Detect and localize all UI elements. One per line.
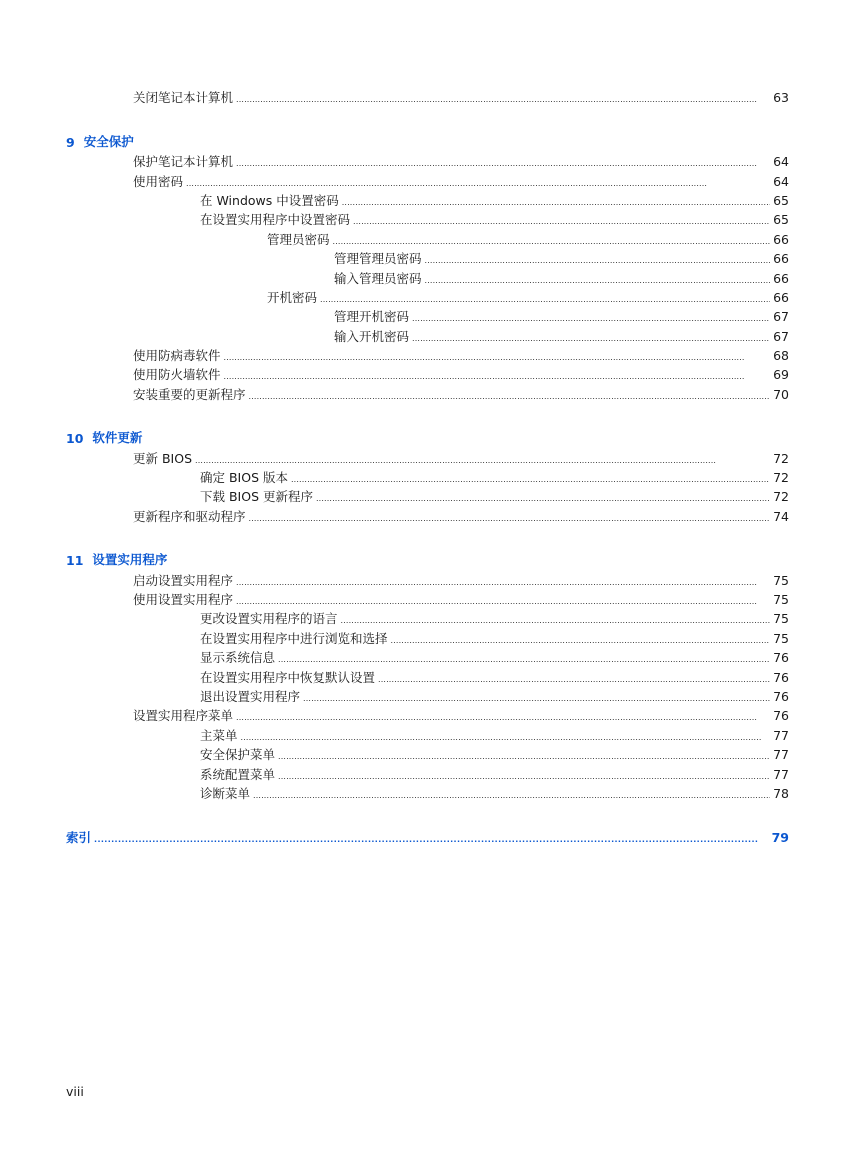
toc-entry-title: 退出设置实用程序 — [200, 688, 301, 704]
toc-entry-title: 保护笔记本计算机 — [133, 154, 234, 170]
dot-leader — [236, 573, 770, 588]
toc-entry-page: 75 — [773, 630, 789, 646]
toc-entry[interactable] — [66, 227, 789, 246]
chapter-number: 9 — [66, 134, 75, 150]
toc-entry-title: 开机密码 — [267, 289, 318, 305]
chapter-number: 11 — [66, 553, 84, 569]
toc-entry[interactable] — [66, 782, 789, 801]
chapter-title: 设置实用程序 — [92, 552, 168, 568]
toc-entry-title: 使用防火墙软件 — [133, 367, 221, 383]
toc-entry[interactable] — [66, 665, 789, 684]
toc-entry[interactable] — [66, 607, 789, 626]
toc-entry-page: 76 — [773, 669, 789, 685]
chapter-heading[interactable] — [66, 549, 789, 568]
toc-entry-title: 管理员密码 — [267, 231, 330, 247]
dot-leader — [342, 193, 770, 208]
toc-entry-title: 更新 BIOS — [133, 450, 193, 466]
chapter-heading[interactable] — [66, 427, 789, 446]
toc-entry-title: 诊断菜单 — [200, 785, 251, 801]
toc-entry-title: 更新程序和驱动程序 — [133, 508, 246, 524]
toc-entry-page: 76 — [773, 708, 789, 724]
toc-entry-title: 显示系统信息 — [200, 650, 276, 666]
toc-entry-title: 安全保护菜单 — [200, 747, 276, 763]
toc-entry-title: 下载 BIOS 更新程序 — [200, 489, 313, 505]
toc-entry-page: 64 — [773, 154, 789, 170]
toc-entry-title: 在设置实用程序中设置密码 — [200, 212, 351, 228]
dot-leader — [303, 689, 770, 704]
dot-leader — [224, 367, 771, 382]
dot-leader — [391, 631, 771, 646]
toc-entry[interactable] — [66, 247, 789, 266]
dot-leader — [333, 232, 771, 247]
toc-entry-page: 67 — [773, 328, 789, 344]
toc-entry-page: 76 — [773, 688, 789, 704]
toc-entry-page: 67 — [773, 309, 789, 325]
chapter-number: 10 — [66, 431, 84, 447]
toc-entry[interactable] — [66, 723, 789, 742]
toc-entry-page: 69 — [773, 367, 789, 383]
dot-leader — [195, 451, 770, 466]
toc-entry[interactable] — [66, 626, 789, 645]
toc-entry[interactable] — [66, 704, 789, 723]
toc-entry-page: 77 — [773, 727, 789, 743]
toc-entry-page: 72 — [773, 470, 789, 486]
toc-entry[interactable] — [66, 86, 789, 105]
toc-entry-title: 安装重要的更新程序 — [133, 386, 246, 402]
toc-entry-page: 74 — [773, 508, 789, 524]
toc-entry-page: 65 — [773, 192, 789, 208]
toc-entry[interactable] — [66, 382, 789, 401]
toc-entry[interactable] — [66, 646, 789, 665]
toc-entry-title: 管理管理员密码 — [334, 251, 422, 267]
dot-leader — [236, 708, 770, 723]
dot-leader — [320, 290, 770, 305]
toc-entry[interactable] — [66, 286, 789, 305]
toc-entry-title: 设置实用程序菜单 — [133, 708, 234, 724]
dot-leader — [253, 786, 770, 801]
toc-entry[interactable] — [66, 305, 789, 324]
dot-leader — [224, 348, 771, 363]
toc-entry-page: 77 — [773, 766, 789, 782]
dot-leader — [186, 174, 770, 189]
toc-entry[interactable] — [66, 588, 789, 607]
toc-entry-page: 72 — [773, 450, 789, 466]
toc-entry-page: 75 — [773, 591, 789, 607]
toc-entry[interactable] — [66, 266, 789, 285]
toc-entry[interactable] — [66, 363, 789, 382]
toc-entry-page: 68 — [773, 348, 789, 364]
toc-entry-title: 使用密码 — [133, 173, 184, 189]
toc-entry-page: 66 — [773, 231, 789, 247]
dot-leader — [94, 830, 769, 845]
toc-entry-title: 系统配置菜单 — [200, 766, 276, 782]
toc-entry-title: 使用防病毒软件 — [133, 348, 221, 364]
dot-leader — [316, 489, 770, 504]
index-entry[interactable] — [66, 826, 789, 845]
toc-entry-page: 76 — [773, 650, 789, 666]
toc-entry-title: 主菜单 — [200, 727, 238, 743]
dot-leader — [412, 309, 770, 324]
dot-leader — [249, 509, 771, 524]
toc-entry-title: 管理开机密码 — [334, 309, 410, 325]
table-of-contents — [66, 86, 789, 845]
toc-entry[interactable] — [66, 189, 789, 208]
dot-leader — [425, 271, 771, 286]
toc-entry-title: 在设置实用程序中恢复默认设置 — [200, 669, 376, 685]
dot-leader — [278, 767, 770, 782]
toc-entry-page: 75 — [773, 572, 789, 588]
toc-entry-title: 更改设置实用程序的语言 — [200, 611, 338, 627]
toc-entry-page: 66 — [773, 289, 789, 305]
toc-entry[interactable] — [66, 485, 789, 504]
toc-entry[interactable] — [66, 504, 789, 523]
toc-entry[interactable] — [66, 743, 789, 762]
dot-leader — [236, 90, 770, 105]
toc-entry-title: 关闭笔记本计算机 — [133, 90, 234, 106]
toc-entry-page: 66 — [773, 251, 789, 267]
toc-entry-title: 在 Windows 中设置密码 — [200, 192, 339, 208]
toc-entry-title: 确定 BIOS 版本 — [200, 470, 288, 486]
toc-entry[interactable] — [66, 466, 789, 485]
toc-entry-title: 输入管理员密码 — [334, 270, 422, 286]
toc-entry[interactable] — [66, 169, 789, 188]
toc-entry-page: 77 — [773, 747, 789, 763]
chapter-title: 软件更新 — [92, 430, 143, 446]
toc-entry-page: 70 — [773, 386, 789, 402]
dot-leader — [412, 329, 770, 344]
toc-entry-page: 64 — [773, 173, 789, 189]
toc-entry-page: 79 — [771, 830, 789, 846]
toc-entry[interactable] — [66, 685, 789, 704]
toc-entry-page: 65 — [773, 212, 789, 228]
toc-entry-title: 在设置实用程序中进行浏览和选择 — [200, 630, 388, 646]
toc-entry[interactable] — [66, 446, 789, 465]
toc-entry[interactable] — [66, 150, 789, 169]
dot-leader — [378, 670, 770, 685]
dot-leader — [341, 611, 771, 626]
toc-entry-page: 78 — [773, 785, 789, 801]
dot-leader — [249, 387, 771, 402]
dot-leader — [236, 154, 770, 169]
page-number: viii — [66, 1084, 84, 1099]
dot-leader — [236, 592, 770, 607]
dot-leader — [353, 212, 770, 227]
toc-entry-page: 63 — [773, 90, 789, 106]
toc-entry-title: 使用设置实用程序 — [133, 591, 234, 607]
dot-leader — [241, 728, 771, 743]
chapter-title: 安全保护 — [83, 133, 134, 149]
toc-entry[interactable] — [66, 208, 789, 227]
toc-entry-page: 72 — [773, 489, 789, 505]
toc-entry[interactable] — [66, 324, 789, 343]
chapter-heading[interactable] — [66, 130, 789, 149]
toc-entry-title: 启动设置实用程序 — [133, 572, 234, 588]
toc-entry-title: 输入开机密码 — [334, 328, 410, 344]
dot-leader — [425, 251, 771, 266]
toc-entry-title: 索引 — [66, 830, 92, 846]
toc-entry-page: 66 — [773, 270, 789, 286]
dot-leader — [291, 470, 770, 485]
dot-leader — [278, 650, 770, 665]
toc-entry[interactable] — [66, 568, 789, 587]
dot-leader — [278, 747, 770, 762]
toc-entry[interactable] — [66, 762, 789, 781]
toc-entry[interactable] — [66, 344, 789, 363]
toc-entry-page: 75 — [773, 611, 789, 627]
